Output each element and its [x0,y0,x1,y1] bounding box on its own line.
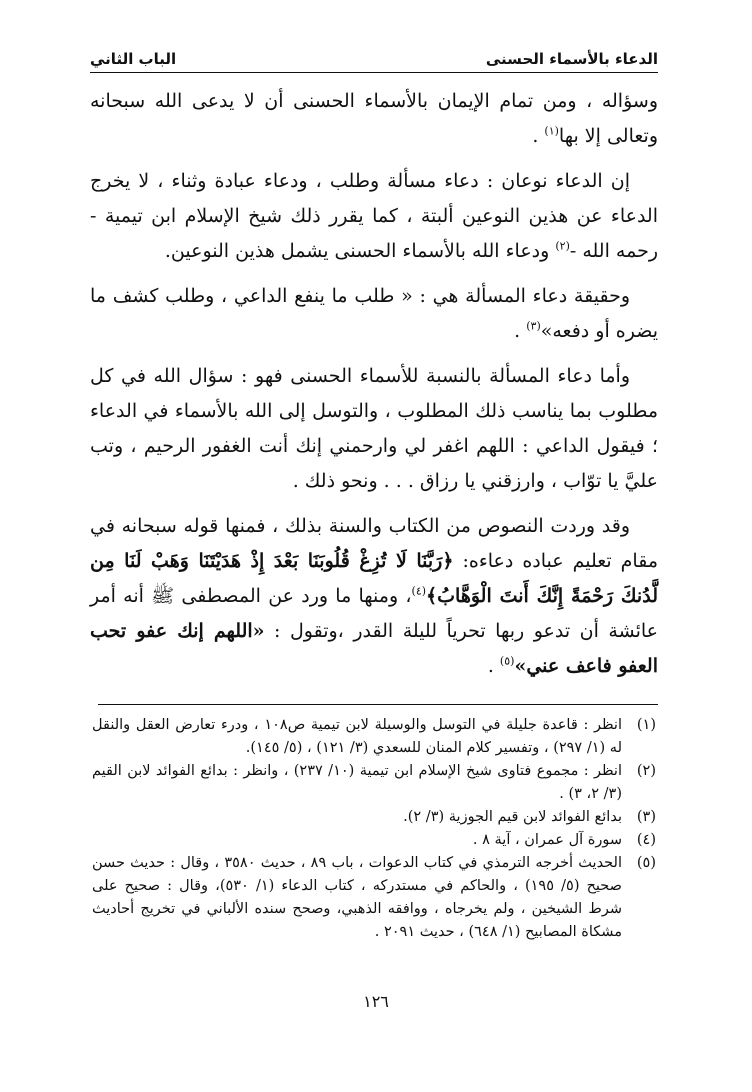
footnote-2 [92,760,656,806]
footnote-number: (٥) [636,855,656,871]
quran-verse: ﴿رَبَّنَا لَا تُزِغْ قُلُوبَنَا بَعْدَ إِذْ هَدَيْتَنَا وَهَبْ لَنَا مِن لَّدُنكَ رَحْمَةً إِنَّكَ أَنتَ الْوَهَّابُ﴾ [90,550,658,607]
paragraph-tail: . [514,320,527,342]
paragraph-3 [90,279,658,349]
header-section-title: الباب الثاني [90,50,177,68]
footnote-number: (١) [636,717,656,733]
footnote-text: سورة آل عمران ، آية ٨ . [472,832,622,848]
paragraph-text: وقد وردت النصوص من الكتاب والسنة بذلك ، فمنها قوله سبحانه في مقام تعليم عباده دعاءه: [90,515,658,572]
footnote-text: انظر : مجموع فتاوى شيخ الإسلام ابن تيمية (١٠/ ٢٣٧) ، وانظر : بدائع الفوائد لابن القيم (٣/ ٢، ٣) . [92,763,622,802]
header-chapter-title: الدعاء بالأسماء الحسنى [485,50,658,68]
paragraph-tail: . [532,125,545,147]
footnote-1 [92,714,656,760]
paragraph-tail: . [487,655,500,677]
footnote-number: (٢) [636,763,656,779]
footnote-text: انظر : قاعدة جليلة في التوسل والوسيلة لابن تيمية ص١٠٨ ، ودرء تعارض العقل والنقل له (١/ ٢٩٧) ، وتفسير كلام المنان للسعدي (٣/ ١٢١) ، (٥/ ١٤٥). [92,717,622,756]
paragraph-text: وحقيقة دعاء المسألة هي : « طلب ما ينفع الداعي ، وطلب كشف ما يضره أو دفعه» [90,285,658,342]
paragraph-text-middle: ، ومنها ما ورد عن المصطفى ﷺ أنه أمر عائشة أن تدعو ربها تحرياً لليلة القدر ،وتقول : [90,585,658,642]
footnote-ref: (١) [544,124,559,138]
footnotes [92,714,656,944]
footnote-5 [92,852,656,944]
paragraph-text: إن الدعاء نوعان : دعاء مسألة وطلب ، ودعاء عبادة وثناء ، لا يخرج الدعاء عن هذين النوعين ألبتة ، كما يقرر ذلك شيخ الإسلام ابن تيمية - رحمه الله - [90,170,658,262]
paragraph-1 [90,84,658,154]
paragraph-tail: ودعاء الله بالأسماء الحسنى يشمل هذين النوعين. [164,240,556,262]
footnote-number: (٣) [636,809,656,825]
main-text [90,84,658,694]
paragraph-text: وسؤاله ، ومن تمام الإيمان بالأسماء الحسنى أن لا يدعى الله سبحانه وتعالى إلا بها [90,90,658,147]
paragraph-2 [90,164,658,269]
paragraph-text: وأما دعاء المسألة بالنسبة للأسماء الحسنى فهو : سؤال الله في كل مطلوب بما يناسب ذلك المطلوب ، والتوسل إلى الله بالأسماء في الدعاء ؛ فيقول الداعي : اللهم اغفر لي وارحمني إنك أنت الغفور الرحيم ، وتب عليَّ يا توّاب ، وارزقني يا رزاق . . . ونحو ذلك . [90,365,658,492]
footnote-text: الحديث أخرجه الترمذي في كتاب الدعوات ، باب ٨٩ ، حديث ٣٥٨٠ ، وقال : حديث حسن صحيح (٥/ ١٩٥) ، والحاكم في مستدركه ، كتاب الدعاء (١/ ٥٣٠)، وقال : صحيح على شرط الشيخين ، ولم يخرجاه ، ووافقه الذهبي، وصحح سنده الألباني في تخريج أحاديث مشكاة المصابيح (١/ ٦٤٨) ، حديث ٢٠٩١ . [92,855,622,940]
footnote-divider [98,704,658,705]
footnote-ref: (٥) [499,654,515,668]
paragraph-4 [90,359,658,499]
page-number: ١٢٦ [363,992,389,1011]
paragraph-5 [90,509,658,684]
footnote-number: (٤) [636,832,656,848]
hadith-quote: «اللهم إنك عفو تحب العفو فاعف عني» [90,620,658,677]
footnote-ref: (٣) [526,319,541,333]
running-header [90,44,658,73]
footnote-3 [92,806,656,829]
footnote-ref: (٢) [555,239,570,253]
footnote-text: بدائع الفوائد لابن قيم الجوزية (٣/ ٢). [403,809,622,825]
footnote-ref: (٤) [411,584,427,598]
footnote-4 [92,829,656,852]
